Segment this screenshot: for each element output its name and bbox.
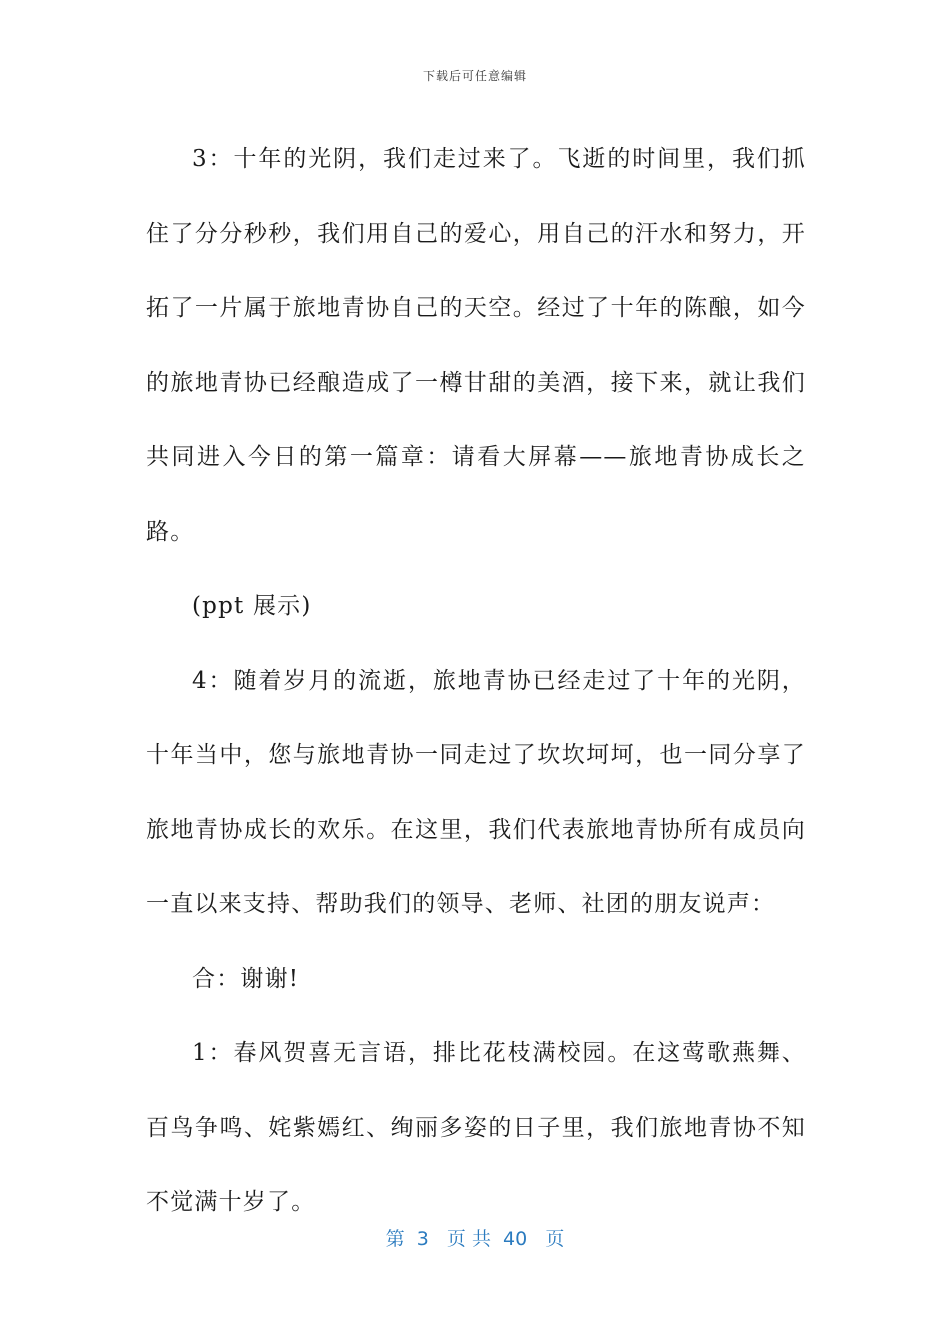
paragraph-ppt-note: (ppt 展示) <box>192 593 312 619</box>
page-number-footer: 第 3 页 共 40 页 <box>385 1228 565 1250</box>
paragraph-chorus: 合：谢谢! <box>192 965 300 992</box>
header-note: 下载后可任意编辑 <box>422 69 527 83</box>
paragraph-section-1: 1：春风贺喜无言语，排比花枝满校园。在这莺歌燕舞、百鸟争鸣、姹紫嫣红、绚丽多姿的日子里，我们旅地青协不知不觉满十岁了。 <box>146 1040 806 1215</box>
paragraph-section-3: 3：十年的光阴，我们走过来了。飞逝的时间里，我们抓住了分分秒秒，我们用自己的爱心，用自己的汗水和努力，开拓了一片属于旅地青协自己的天空。经过了十年的陈酿，如今的旅地青协已经酿造成了一樽甘甜的美酒，接下来，就让我们共同进入今日的第一篇章：请看大屏幕——旅地青协成长之路。 <box>146 146 806 545</box>
document-body <box>146 122 806 1240</box>
paragraph-section-4: 4：随着岁月的流逝，旅地青协已经走过了十年的光阴，十年当中，您与旅地青协一同走过了坎坎坷坷，也一同分享了旅地青协成长的欢乐。在这里，我们代表旅地青协所有成员向一直以来支持、帮助我们的领导、老师、社团的朋友说声： <box>146 667 806 917</box>
